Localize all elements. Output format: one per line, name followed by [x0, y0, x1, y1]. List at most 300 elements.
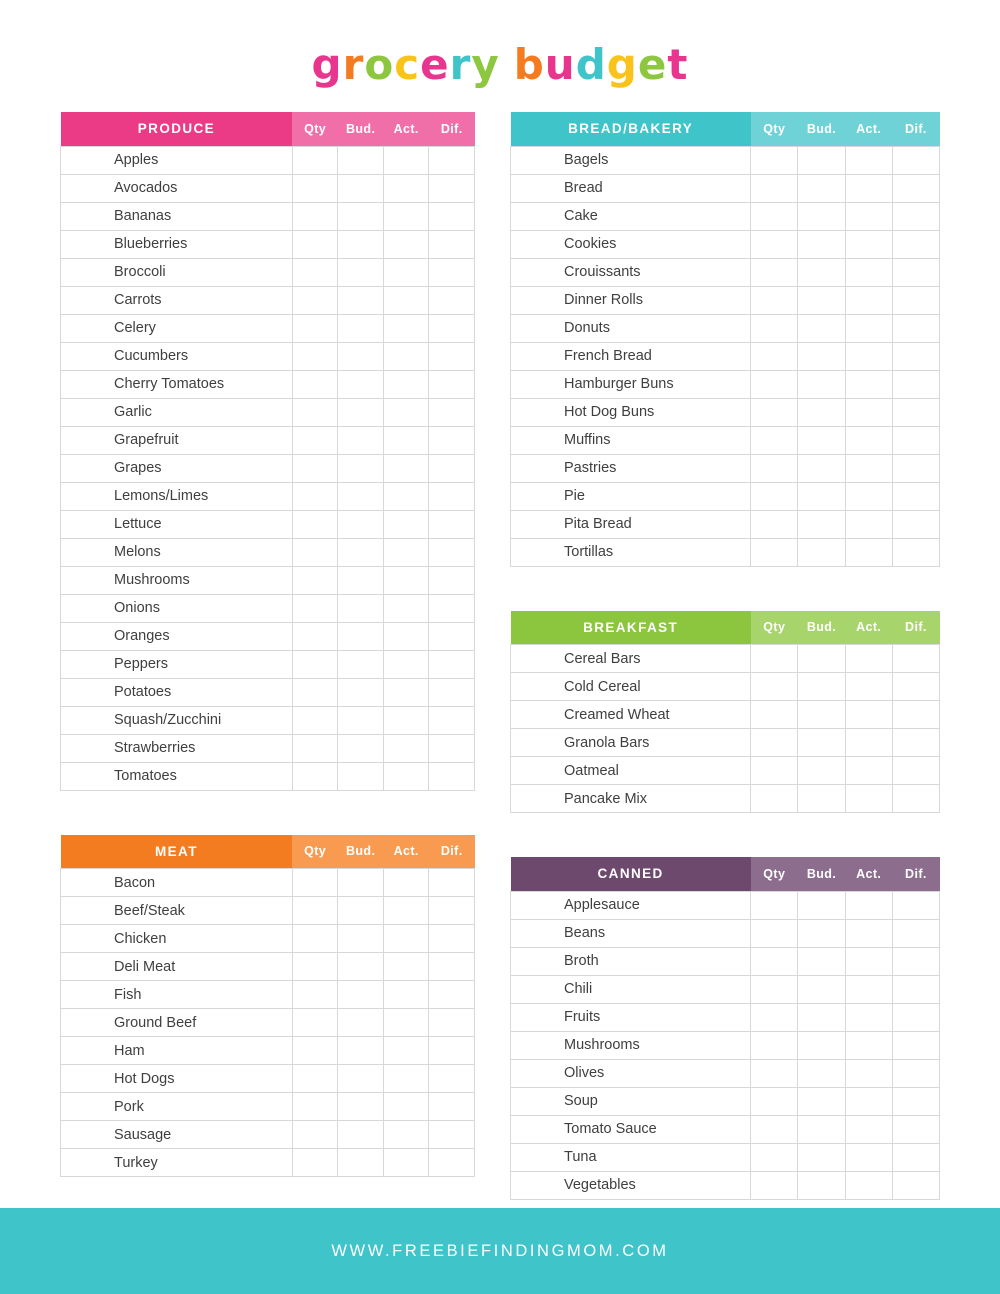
entry-cell-bud[interactable]: [338, 454, 384, 482]
entry-cell-qty[interactable]: [292, 314, 338, 342]
entry-cell-bud[interactable]: [338, 678, 384, 706]
entry-cell-bud[interactable]: [338, 1121, 384, 1149]
entry-cell-qty[interactable]: [751, 510, 798, 538]
entry-cell-dif[interactable]: [429, 314, 475, 342]
entry-cell-dif[interactable]: [892, 230, 939, 258]
entry-cell-dif[interactable]: [892, 538, 939, 566]
entry-cell-bud[interactable]: [338, 762, 384, 790]
entry-cell-act[interactable]: [845, 146, 892, 174]
entry-cell-qty[interactable]: [751, 1031, 798, 1059]
left-column: [60, 112, 475, 1177]
entry-cell-dif[interactable]: [429, 538, 475, 566]
entry-cell-act[interactable]: [383, 678, 429, 706]
table-row: [511, 258, 940, 286]
table-row: [61, 1093, 475, 1121]
entry-cell-bud[interactable]: [338, 230, 384, 258]
entry-cell-qty[interactable]: [292, 650, 338, 678]
entry-cell-qty[interactable]: [292, 1037, 338, 1065]
entry-cell-bud[interactable]: [338, 146, 384, 174]
entry-cell-dif[interactable]: [429, 981, 475, 1009]
column-header-act: Act.: [845, 112, 892, 146]
entry-cell-qty[interactable]: [292, 538, 338, 566]
entry-cell-bud[interactable]: [338, 286, 384, 314]
entry-cell-dif[interactable]: [892, 1143, 939, 1171]
entry-cell-bud[interactable]: [338, 734, 384, 762]
entry-cell-dif[interactable]: [892, 314, 939, 342]
entry-cell-act[interactable]: [845, 398, 892, 426]
entry-cell-act[interactable]: [383, 1149, 429, 1177]
entry-cell-qty[interactable]: [292, 925, 338, 953]
table-row: [511, 538, 940, 566]
entry-cell-dif[interactable]: [429, 1149, 475, 1177]
entry-cell-dif[interactable]: [892, 785, 939, 813]
entry-cell-dif[interactable]: [429, 953, 475, 981]
entry-cell-act[interactable]: [845, 482, 892, 510]
entry-cell-bud[interactable]: [798, 1059, 845, 1087]
entry-cell-bud[interactable]: [338, 925, 384, 953]
entry-cell-act[interactable]: [383, 869, 429, 897]
entry-cell-qty[interactable]: [292, 594, 338, 622]
entry-cell-qty[interactable]: [751, 454, 798, 482]
title-letter: e: [420, 40, 450, 89]
entry-cell-act[interactable]: [845, 673, 892, 701]
entry-cell-act[interactable]: [845, 1143, 892, 1171]
entry-cell-act[interactable]: [383, 622, 429, 650]
entry-cell-act[interactable]: [845, 919, 892, 947]
item-label: Bacon: [61, 869, 293, 897]
entry-cell-act[interactable]: [845, 891, 892, 919]
entry-cell-dif[interactable]: [429, 454, 475, 482]
entry-cell-act[interactable]: [383, 1037, 429, 1065]
entry-cell-dif[interactable]: [892, 454, 939, 482]
entry-cell-act[interactable]: [383, 230, 429, 258]
entry-cell-bud[interactable]: [338, 594, 384, 622]
entry-cell-qty[interactable]: [751, 891, 798, 919]
entry-cell-dif[interactable]: [429, 146, 475, 174]
entry-cell-bud[interactable]: [798, 785, 845, 813]
entry-cell-bud[interactable]: [338, 510, 384, 538]
entry-cell-act[interactable]: [383, 1065, 429, 1093]
entry-cell-dif[interactable]: [429, 398, 475, 426]
entry-cell-bud[interactable]: [798, 398, 845, 426]
entry-cell-dif[interactable]: [429, 869, 475, 897]
entry-cell-dif[interactable]: [892, 510, 939, 538]
entry-cell-qty[interactable]: [751, 1059, 798, 1087]
entry-cell-qty[interactable]: [292, 454, 338, 482]
entry-cell-act[interactable]: [845, 1115, 892, 1143]
entry-cell-qty[interactable]: [292, 1121, 338, 1149]
entry-cell-dif[interactable]: [429, 1065, 475, 1093]
table-row: [61, 869, 475, 897]
entry-cell-qty[interactable]: [751, 1087, 798, 1115]
title-letter: c: [394, 40, 421, 89]
entry-cell-qty[interactable]: [751, 314, 798, 342]
entry-cell-dif[interactable]: [892, 482, 939, 510]
entry-cell-bud[interactable]: [798, 919, 845, 947]
entry-cell-qty[interactable]: [292, 1149, 338, 1177]
entry-cell-bud[interactable]: [798, 538, 845, 566]
entry-cell-dif[interactable]: [892, 426, 939, 454]
entry-cell-qty[interactable]: [292, 174, 338, 202]
entry-cell-qty[interactable]: [751, 729, 798, 757]
entry-cell-qty[interactable]: [751, 538, 798, 566]
entry-cell-bud[interactable]: [798, 426, 845, 454]
entry-cell-act[interactable]: [845, 202, 892, 230]
entry-cell-act[interactable]: [383, 981, 429, 1009]
entry-cell-dif[interactable]: [892, 673, 939, 701]
entry-cell-qty[interactable]: [292, 1065, 338, 1093]
entry-cell-dif[interactable]: [892, 398, 939, 426]
entry-cell-dif[interactable]: [892, 701, 939, 729]
column-header-qty: Qty: [292, 835, 338, 869]
entry-cell-act[interactable]: [845, 1003, 892, 1031]
entry-cell-qty[interactable]: [292, 426, 338, 454]
entry-cell-qty[interactable]: [292, 482, 338, 510]
entry-cell-qty[interactable]: [751, 370, 798, 398]
entry-cell-dif[interactable]: [429, 762, 475, 790]
entry-cell-bud[interactable]: [338, 1093, 384, 1121]
entry-cell-qty[interactable]: [751, 426, 798, 454]
entry-cell-dif[interactable]: [429, 342, 475, 370]
table-row: [511, 314, 940, 342]
entry-cell-act[interactable]: [383, 897, 429, 925]
entry-cell-bud[interactable]: [338, 706, 384, 734]
table-row: [511, 891, 940, 919]
entry-cell-qty[interactable]: [292, 981, 338, 1009]
entry-cell-dif[interactable]: [892, 146, 939, 174]
entry-cell-bud[interactable]: [338, 258, 384, 286]
entry-cell-act[interactable]: [845, 1171, 892, 1199]
entry-cell-act[interactable]: [383, 706, 429, 734]
entry-cell-dif[interactable]: [429, 482, 475, 510]
entry-cell-act[interactable]: [383, 1009, 429, 1037]
entry-cell-qty[interactable]: [292, 230, 338, 258]
entry-cell-bud[interactable]: [798, 454, 845, 482]
entry-cell-qty[interactable]: [751, 202, 798, 230]
entry-cell-bud[interactable]: [798, 1171, 845, 1199]
entry-cell-dif[interactable]: [892, 729, 939, 757]
entry-cell-qty[interactable]: [751, 1115, 798, 1143]
entry-cell-qty[interactable]: [751, 947, 798, 975]
entry-cell-dif[interactable]: [892, 1087, 939, 1115]
entry-cell-act[interactable]: [845, 785, 892, 813]
entry-cell-act[interactable]: [383, 1093, 429, 1121]
entry-cell-act[interactable]: [383, 594, 429, 622]
entry-cell-dif[interactable]: [892, 645, 939, 673]
entry-cell-bud[interactable]: [798, 230, 845, 258]
entry-cell-act[interactable]: [845, 286, 892, 314]
entry-cell-dif[interactable]: [892, 370, 939, 398]
entry-cell-dif[interactable]: [892, 1031, 939, 1059]
entry-cell-dif[interactable]: [429, 897, 475, 925]
entry-cell-dif[interactable]: [892, 286, 939, 314]
entry-cell-dif[interactable]: [892, 975, 939, 1003]
entry-cell-qty[interactable]: [751, 1003, 798, 1031]
entry-cell-act[interactable]: [383, 762, 429, 790]
entry-cell-qty[interactable]: [751, 673, 798, 701]
item-label: Fruits: [511, 1003, 751, 1031]
entry-cell-act[interactable]: [845, 1031, 892, 1059]
entry-cell-act[interactable]: [845, 701, 892, 729]
entry-cell-dif[interactable]: [429, 1093, 475, 1121]
entry-cell-bud[interactable]: [798, 757, 845, 785]
entry-cell-act[interactable]: [383, 174, 429, 202]
entry-cell-qty[interactable]: [751, 701, 798, 729]
entry-cell-qty[interactable]: [292, 678, 338, 706]
entry-cell-qty[interactable]: [751, 286, 798, 314]
entry-cell-dif[interactable]: [429, 566, 475, 594]
entry-cell-bud[interactable]: [798, 701, 845, 729]
entry-cell-act[interactable]: [383, 1121, 429, 1149]
entry-cell-bud[interactable]: [798, 258, 845, 286]
entry-cell-qty[interactable]: [751, 1171, 798, 1199]
entry-cell-bud[interactable]: [338, 398, 384, 426]
entry-cell-bud[interactable]: [798, 146, 845, 174]
entry-cell-qty[interactable]: [292, 286, 338, 314]
entry-cell-act[interactable]: [845, 258, 892, 286]
entry-cell-qty[interactable]: [751, 174, 798, 202]
entry-cell-dif[interactable]: [429, 286, 475, 314]
entry-cell-qty[interactable]: [292, 398, 338, 426]
entry-cell-act[interactable]: [845, 975, 892, 1003]
entry-cell-bud[interactable]: [338, 953, 384, 981]
entry-cell-act[interactable]: [845, 426, 892, 454]
table-row: [61, 314, 475, 342]
entry-cell-qty[interactable]: [292, 734, 338, 762]
entry-cell-act[interactable]: [383, 398, 429, 426]
entry-cell-act[interactable]: [845, 314, 892, 342]
entry-cell-bud[interactable]: [338, 566, 384, 594]
entry-cell-bud[interactable]: [338, 202, 384, 230]
entry-cell-qty[interactable]: [292, 706, 338, 734]
entry-cell-bud[interactable]: [798, 1087, 845, 1115]
entry-cell-qty[interactable]: [292, 202, 338, 230]
entry-cell-dif[interactable]: [429, 1009, 475, 1037]
entry-cell-bud[interactable]: [798, 202, 845, 230]
entry-cell-act[interactable]: [383, 258, 429, 286]
entry-cell-qty[interactable]: [751, 785, 798, 813]
entry-cell-act[interactable]: [845, 1059, 892, 1087]
item-label: Grapes: [61, 454, 293, 482]
entry-cell-dif[interactable]: [429, 706, 475, 734]
entry-cell-dif[interactable]: [429, 678, 475, 706]
entry-cell-dif[interactable]: [429, 258, 475, 286]
item-label: Pita Bread: [511, 510, 751, 538]
entry-cell-dif[interactable]: [429, 230, 475, 258]
item-label: Avocados: [61, 174, 293, 202]
entry-cell-qty[interactable]: [751, 342, 798, 370]
entry-cell-bud[interactable]: [798, 673, 845, 701]
entry-cell-bud[interactable]: [338, 174, 384, 202]
table-row: [61, 342, 475, 370]
table-row: [511, 1087, 940, 1115]
entry-cell-act[interactable]: [383, 650, 429, 678]
item-label: Lemons/Limes: [61, 482, 293, 510]
item-label: Bread: [511, 174, 751, 202]
entry-cell-bud[interactable]: [338, 314, 384, 342]
item-label: Cake: [511, 202, 751, 230]
entry-cell-dif[interactable]: [429, 622, 475, 650]
entry-cell-bud[interactable]: [338, 622, 384, 650]
entry-cell-act[interactable]: [383, 286, 429, 314]
entry-cell-bud[interactable]: [798, 1003, 845, 1031]
entry-cell-qty[interactable]: [751, 1143, 798, 1171]
entry-cell-dif[interactable]: [429, 1037, 475, 1065]
entry-cell-bud[interactable]: [798, 645, 845, 673]
entry-cell-bud[interactable]: [338, 1037, 384, 1065]
entry-cell-qty[interactable]: [751, 258, 798, 286]
entry-cell-bud[interactable]: [798, 286, 845, 314]
entry-cell-dif[interactable]: [892, 1003, 939, 1031]
entry-cell-dif[interactable]: [892, 757, 939, 785]
entry-cell-dif[interactable]: [892, 202, 939, 230]
entry-cell-dif[interactable]: [429, 202, 475, 230]
entry-cell-qty[interactable]: [751, 482, 798, 510]
entry-cell-dif[interactable]: [892, 1059, 939, 1087]
entry-cell-qty[interactable]: [292, 146, 338, 174]
entry-cell-act[interactable]: [383, 146, 429, 174]
entry-cell-qty[interactable]: [751, 919, 798, 947]
entry-cell-dif[interactable]: [892, 891, 939, 919]
entry-cell-act[interactable]: [383, 314, 429, 342]
entry-cell-qty[interactable]: [751, 645, 798, 673]
entry-cell-dif[interactable]: [429, 1121, 475, 1149]
entry-cell-dif[interactable]: [429, 370, 475, 398]
entry-cell-act[interactable]: [383, 370, 429, 398]
entry-cell-bud[interactable]: [798, 947, 845, 975]
entry-cell-dif[interactable]: [429, 925, 475, 953]
entry-cell-qty[interactable]: [292, 953, 338, 981]
entry-cell-dif[interactable]: [429, 650, 475, 678]
entry-cell-act[interactable]: [845, 729, 892, 757]
item-label: Fish: [61, 981, 293, 1009]
entry-cell-qty[interactable]: [751, 230, 798, 258]
entry-cell-dif[interactable]: [892, 174, 939, 202]
table-row: [61, 594, 475, 622]
entry-cell-qty[interactable]: [292, 897, 338, 925]
item-label: Ham: [61, 1037, 293, 1065]
entry-cell-bud[interactable]: [798, 510, 845, 538]
entry-cell-dif[interactable]: [429, 734, 475, 762]
entry-cell-act[interactable]: [383, 454, 429, 482]
entry-cell-dif[interactable]: [892, 342, 939, 370]
table-row: [511, 202, 940, 230]
section-header-row: [511, 857, 940, 891]
entry-cell-act[interactable]: [845, 342, 892, 370]
entry-cell-qty[interactable]: [292, 566, 338, 594]
entry-cell-qty[interactable]: [292, 622, 338, 650]
entry-cell-qty[interactable]: [751, 146, 798, 174]
item-label: Soup: [511, 1087, 751, 1115]
entry-cell-bud[interactable]: [338, 482, 384, 510]
entry-cell-bud[interactable]: [798, 482, 845, 510]
entry-cell-qty[interactable]: [292, 510, 338, 538]
table-row: [61, 762, 475, 790]
section-table-breakfast: [510, 611, 940, 814]
entry-cell-dif[interactable]: [892, 1115, 939, 1143]
entry-cell-qty[interactable]: [292, 258, 338, 286]
item-label: Broth: [511, 947, 751, 975]
entry-cell-bud[interactable]: [338, 869, 384, 897]
entry-cell-qty[interactable]: [292, 1093, 338, 1121]
entry-cell-bud[interactable]: [798, 370, 845, 398]
entry-cell-act[interactable]: [845, 510, 892, 538]
entry-cell-act[interactable]: [845, 757, 892, 785]
entry-cell-bud[interactable]: [338, 1065, 384, 1093]
entry-cell-qty[interactable]: [292, 342, 338, 370]
entry-cell-qty[interactable]: [751, 757, 798, 785]
entry-cell-dif[interactable]: [429, 594, 475, 622]
entry-cell-act[interactable]: [845, 947, 892, 975]
entry-cell-act[interactable]: [383, 566, 429, 594]
entry-cell-bud[interactable]: [338, 370, 384, 398]
entry-cell-qty[interactable]: [292, 869, 338, 897]
table-row: [61, 174, 475, 202]
entry-cell-qty[interactable]: [292, 762, 338, 790]
entry-cell-dif[interactable]: [892, 947, 939, 975]
entry-cell-qty[interactable]: [751, 398, 798, 426]
entry-cell-act[interactable]: [383, 953, 429, 981]
entry-cell-act[interactable]: [383, 202, 429, 230]
entry-cell-bud[interactable]: [798, 314, 845, 342]
entry-cell-act[interactable]: [845, 538, 892, 566]
entry-cell-bud[interactable]: [798, 891, 845, 919]
entry-cell-act[interactable]: [383, 482, 429, 510]
entry-cell-act[interactable]: [845, 1087, 892, 1115]
entry-cell-bud[interactable]: [798, 174, 845, 202]
entry-cell-qty[interactable]: [292, 370, 338, 398]
entry-cell-bud[interactable]: [338, 981, 384, 1009]
entry-cell-bud[interactable]: [798, 1143, 845, 1171]
entry-cell-bud[interactable]: [338, 1009, 384, 1037]
item-label: Crouissants: [511, 258, 751, 286]
entry-cell-dif[interactable]: [892, 1171, 939, 1199]
entry-cell-dif[interactable]: [892, 919, 939, 947]
entry-cell-bud[interactable]: [798, 1031, 845, 1059]
item-label: Donuts: [511, 314, 751, 342]
entry-cell-dif[interactable]: [892, 258, 939, 286]
entry-cell-qty[interactable]: [751, 975, 798, 1003]
entry-cell-bud[interactable]: [338, 426, 384, 454]
table-row: [511, 230, 940, 258]
entry-cell-act[interactable]: [845, 454, 892, 482]
entry-cell-bud[interactable]: [798, 729, 845, 757]
entry-cell-act[interactable]: [383, 426, 429, 454]
entry-cell-act[interactable]: [383, 734, 429, 762]
entry-cell-act[interactable]: [845, 174, 892, 202]
entry-cell-bud[interactable]: [798, 1115, 845, 1143]
entry-cell-bud[interactable]: [338, 897, 384, 925]
entry-cell-act[interactable]: [845, 370, 892, 398]
entry-cell-bud[interactable]: [798, 342, 845, 370]
entry-cell-bud[interactable]: [338, 650, 384, 678]
entry-cell-bud[interactable]: [798, 975, 845, 1003]
entry-cell-bud[interactable]: [338, 538, 384, 566]
entry-cell-qty[interactable]: [292, 1009, 338, 1037]
entry-cell-bud[interactable]: [338, 342, 384, 370]
entry-cell-act[interactable]: [383, 342, 429, 370]
entry-cell-act[interactable]: [383, 925, 429, 953]
entry-cell-act[interactable]: [383, 538, 429, 566]
entry-cell-dif[interactable]: [429, 174, 475, 202]
entry-cell-dif[interactable]: [429, 510, 475, 538]
entry-cell-act[interactable]: [845, 645, 892, 673]
entry-cell-dif[interactable]: [429, 426, 475, 454]
entry-cell-bud[interactable]: [338, 1149, 384, 1177]
entry-cell-act[interactable]: [383, 510, 429, 538]
entry-cell-act[interactable]: [845, 230, 892, 258]
table-row: [511, 510, 940, 538]
